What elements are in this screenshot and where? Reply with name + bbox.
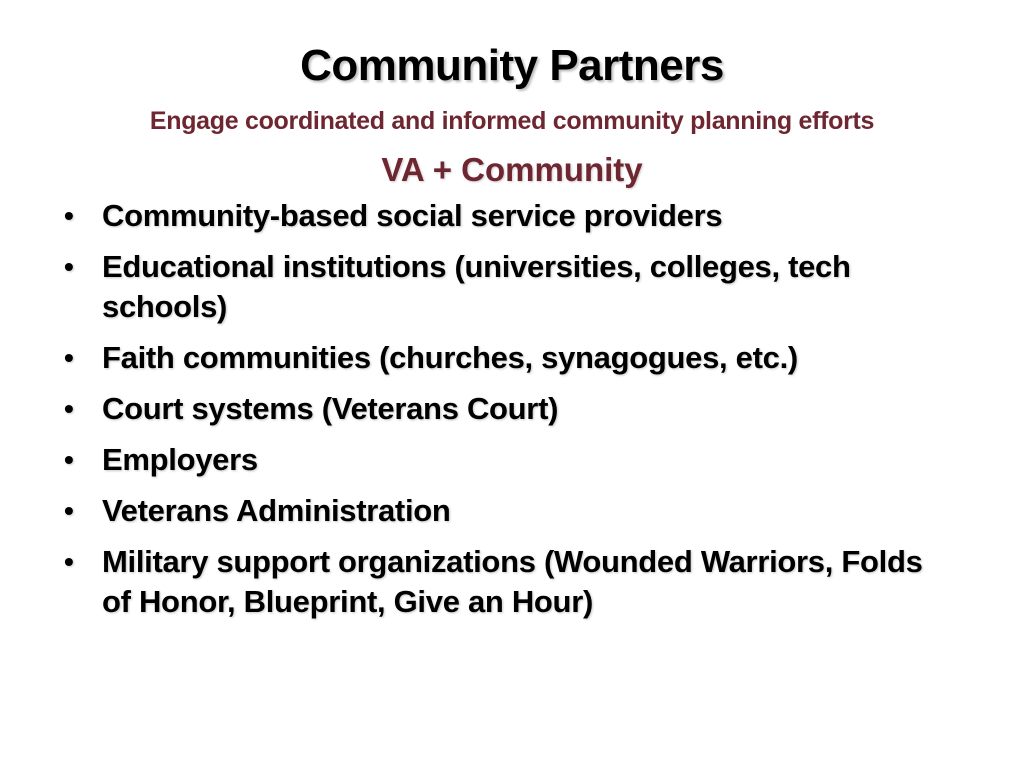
bullet-item <box>58 440 958 480</box>
bullet-icon: • <box>64 546 74 577</box>
bullet-icon: • <box>64 200 74 231</box>
bullet-text: Faith communities (churches, synagogues, etc.) <box>102 340 798 375</box>
bullet-icon: • <box>64 251 74 282</box>
bullet-icon: • <box>64 495 74 526</box>
bullet-text: Veterans Administration <box>102 493 451 528</box>
bullet-item <box>58 491 958 531</box>
bullet-item <box>58 389 958 429</box>
bullet-text: Educational institutions (universities, colleges, tech schools) <box>102 249 851 324</box>
bullet-text: Military support organizations (Wounded Warriors, Folds of Honor, Blueprint, Give an Hour) <box>102 544 923 619</box>
section-heading: VA + Community <box>381 151 643 188</box>
bullet-icon: • <box>64 342 74 373</box>
bullet-item <box>58 247 958 327</box>
bullet-icon: • <box>64 444 74 475</box>
bullet-text: Employers <box>102 442 258 477</box>
bullet-text: Court systems (Veterans Court) <box>102 391 559 426</box>
bullet-item <box>58 196 958 236</box>
bullet-icon: • <box>64 393 74 424</box>
bullet-item <box>58 542 958 622</box>
slide-title: Community Partners <box>300 41 724 90</box>
bullet-text: Community-based social service providers <box>102 198 723 233</box>
bullet-list <box>58 196 958 633</box>
slide-subtitle: Engage coordinated and informed community planning efforts <box>149 107 875 135</box>
bullet-item <box>58 338 958 378</box>
